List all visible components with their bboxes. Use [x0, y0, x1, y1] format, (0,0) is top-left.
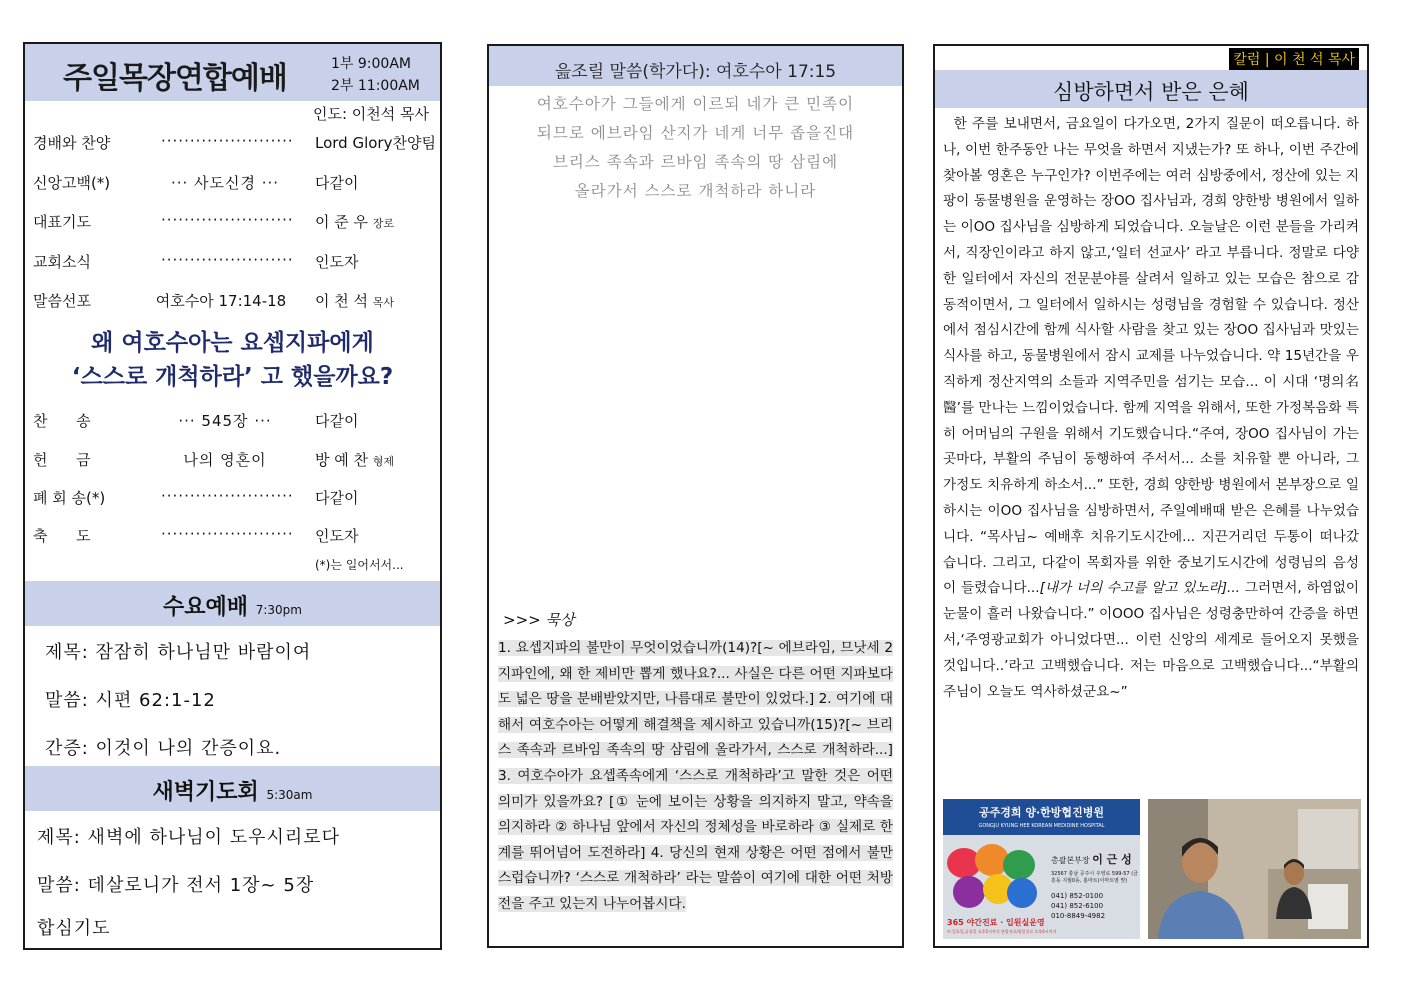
card-address: 32567 충남 공주시 우영로 599-57 (금흥동 지월0동, 홈마트(이마트옆 맞) [1051, 871, 1138, 884]
dawn-prayer: 합심기도 [37, 918, 111, 939]
order-person: 방 예 찬 형제 [315, 451, 395, 469]
meditation-questions: 1. 요셉지파의 불만이 무엇이었습니까(14)?[~ 에브라임, 므낫세 2지파인에, 왜 한 제비만 뽑게 했나요?... 사실은 다른 어떤 지파보다도 넓은 땅을 분배받았지만, 나름대로 불만이 있었다.] 2. 여기에 대해서 여호수아는 어떻게 해결책을 제시하고 있습니까(15)?[~ 브리스 족속과 르바임 족속의 땅 삼림에 올라가서, 스스로 개척하라...] 3. 여호수아가 요셉족속에게 ‘스스로 개척하라’고 말한 것은 어떤 의미가 있을까요? [① 눈에 보이는 상황을 의지하지 말고, 약속을 의지하라 ② 하나님 앞에서 자신의 정체성을 바로하라 ③ 실제로 한계를 뛰어넘어 도전하라] 4. 당신의 현재 상황은 어떤 점에서 불만스럽습니까? ‘스스로 개척하라’ 라는 말씀이 여기에 대한 어떤 처방전을 주고 있는지 나누어봅시다. [498, 640, 893, 912]
hospital-name: 공주경희 양·한방협진병원 [979, 806, 1104, 819]
order-row [33, 525, 434, 549]
column-author-label: 칼럼 | 이 천 석 목사 [1229, 48, 1359, 70]
order-person: 이 준 우 장로 [315, 213, 395, 231]
wednesday-scripture: 말씀: 시편 62:1-12 [45, 690, 216, 711]
wednesday-testimony: 간증: 이것이 나의 간증이요. [45, 738, 282, 759]
card-person: 총괄본부장 이 근 성 [1051, 853, 1132, 866]
order-row [33, 487, 434, 511]
column-body: 한 주를 보내면서, 금요일이 다가오면, 2가지 질문이 떠오릅니다. 하나, 이번 한주동안 나는 무엇을 하면서 지냈는가? 또 하나, 이번 주간에 찾아볼 영혼은 누구인가? 이번주에는 여러 심방중에서, 정산에 있는 지팡이 동물병원을 운영하는 장OO 집사님과, 경희 양한방 병원에서 일하는 이OO 집사님을 심방하게 되었습니다. 오늘날은 이런 분들을 가리켜서, 직장인이라고 하지 않고,‘일터 선교사’ 라고 부릅니다. 정말로 다양한 일터에서 자신의 전문분야를 살려서 일하고 있는 모습은 참으로 감동적이면서, 그 일터에서 일하시는 성령님을 경험할 수 있습니다. 정산에서 점심시간에 함께 식사할 사람을 찾고 있는 장OO 집사님과 맛있는 식사를 하고, 동물병원에서 잠시 교제를 나누었습니다. 약 15년간을 우직하게 정산지역의 소들과 지역주민을 섬기는 모습... 이 시대 ‘명의名醫’를 만나는 느낌이었습니다. 함께 지역을 위해서, 또한 가정복음화 특히 어머님의 구원을 위해서 기도했습니다.“주여, 장OO 집사님이 가는 곳마다, 부활의 주님이 동행하여 주서서... 소를 치유할 뿐 아니라, 그 가정도 치유하게 하소서...” 또한, 경희 양한방 병원에서 본부장으로 일하시는 이OO 집사님을 심방하면서, 주일예배때 받은 은혜를 나누었습니다. “목사님~ 예배후 치유기도시간에... 지끈거리던 두통이 떠나갔습니다. 그리고, 다같이 목회자를 위한 중보기도시간에 성령님의 음성이 들렸습니다...[내가 너의 수고를 알고 있노라]... 그러면서, 하염없이 눈물이 흘러 나왔습니다.” 이OOO 집사님은 성령충만하여 간증을 하면서,‘주영광교회가 아니었다면... 이런 신앙의 세계로 들어오지 못했을 것입니다..’라고 고백했습니다. 저는 마음으로 고백했습니다...“부활의 주님이 오늘도 역사하셨군요~” [943, 116, 1360, 700]
order-label: 신앙고백(*) [33, 174, 111, 192]
meditation-verse-header [489, 46, 902, 86]
order-label: 말씀선포 [33, 292, 91, 310]
column-quote: [내가 너의 수고를 알고 있노라]... [1039, 580, 1240, 597]
order-row [33, 290, 434, 314]
card-bubbles [947, 844, 1037, 914]
sermon-scripture: 여호수아 17:14-18 [155, 292, 287, 310]
order-label: 폐 회 송(*) [33, 489, 106, 507]
card-phones: 041) 852-0100 041) 852-6100 010-8849-4982 [1051, 892, 1106, 920]
column-title: 심방하면서 받은 은혜 [1053, 80, 1249, 104]
order-row [33, 449, 434, 473]
column-header [935, 70, 1367, 108]
wednesday-title: 수요예배 [163, 595, 249, 620]
order-middle: ······················· [161, 251, 294, 269]
memory-verse: 여호수아가 그들에게 이르되 네가 큰 민족이 되므로 에브라임 산지가 네게 너무 좁을진대 브리스 족속과 르바임 족속의 땅 삼림에 올라가서 스스로 개척하라 하니라 [536, 95, 855, 200]
order-person: 다같이 [315, 174, 359, 192]
column-panel [933, 44, 1369, 948]
order-label: 헌 금 [33, 451, 91, 469]
meditation-label: >>> 묵상 [503, 611, 575, 629]
wednesday-time: 7:30pm [255, 603, 302, 617]
order-person: 이 천 석 목사 [315, 292, 395, 310]
order-person: 인도자 [315, 527, 359, 545]
order-middle: ······················· [161, 132, 294, 150]
order-label: 찬 송 [33, 412, 91, 430]
wednesday-topic: 제목: 잠잠히 하나님만 바람이여 [45, 642, 312, 663]
order-label: 축 도 [33, 527, 91, 545]
dawn-scripture: 말씀: 데살로니가 전서 1장~ 5장 [37, 875, 315, 896]
visit-photo [1148, 799, 1361, 939]
order-row [33, 211, 434, 235]
hospital-card-photo [943, 799, 1140, 939]
order-middle: ······················· [161, 487, 294, 505]
visit-photo-illustration [1148, 799, 1361, 939]
card-footer: 365 야간진료 · 입원실운영 [947, 918, 1045, 927]
meditation-verse-title: 읊조릴 말씀(학가다): 여호수아 17:15 [554, 62, 837, 82]
dawn-topic: 제목: 새벽에 하나님이 도우시리로다 [37, 827, 341, 848]
order-middle: ··· 사도신경 ··· [170, 174, 280, 192]
order-row [33, 172, 434, 196]
dawn-title: 새벽기도회 [152, 780, 259, 805]
order-label: 교회소식 [33, 253, 91, 271]
service-title: 주일목장연합예배 [63, 61, 287, 96]
sunday-service-header [25, 44, 440, 101]
worship-order-panel [23, 42, 442, 950]
order-label: 경배와 찬양 [33, 134, 111, 152]
order-person: 인도자 [315, 253, 359, 271]
hospital-name-en: GONGJU KYUNG HEE KOREAN MEDIDINE HOSPITAL [978, 823, 1105, 829]
order-row [33, 251, 434, 275]
wednesday-service-header [25, 581, 440, 626]
order-person: Lord Glory찬양팀 [315, 134, 436, 152]
standing-note: (*)는 일어서서... [315, 558, 404, 572]
order-person: 다같이 [315, 489, 359, 507]
service-time-2: 2부 11:00AM [331, 78, 420, 94]
dawn-prayer-header [25, 766, 440, 811]
order-row [33, 132, 434, 156]
dawn-time: 5:30am [266, 788, 313, 802]
service-leader: 인도: 이천석 목사 [313, 105, 430, 123]
order-middle: ··· 545장 ··· [178, 412, 272, 430]
sermon-title: 왜 여호수아는 요셉지파에게 ‘스스로 개척하라’ 고 했을까요? [71, 330, 394, 390]
order-middle: ······················· [161, 211, 294, 229]
meditation-panel [487, 44, 904, 948]
order-label: 대표기도 [33, 213, 91, 231]
order-middle: ······················· [161, 525, 294, 543]
service-time-1: 1부 9:00AM [331, 56, 411, 72]
order-person: 다같이 [315, 412, 359, 430]
order-row [33, 410, 434, 434]
card-footer-small: 토·일요일,공휴일 오후5시까지 한방진료/평일진료 오후6시까지 [947, 929, 1057, 934]
offering-hymn: 나의 영혼이 [183, 451, 267, 469]
